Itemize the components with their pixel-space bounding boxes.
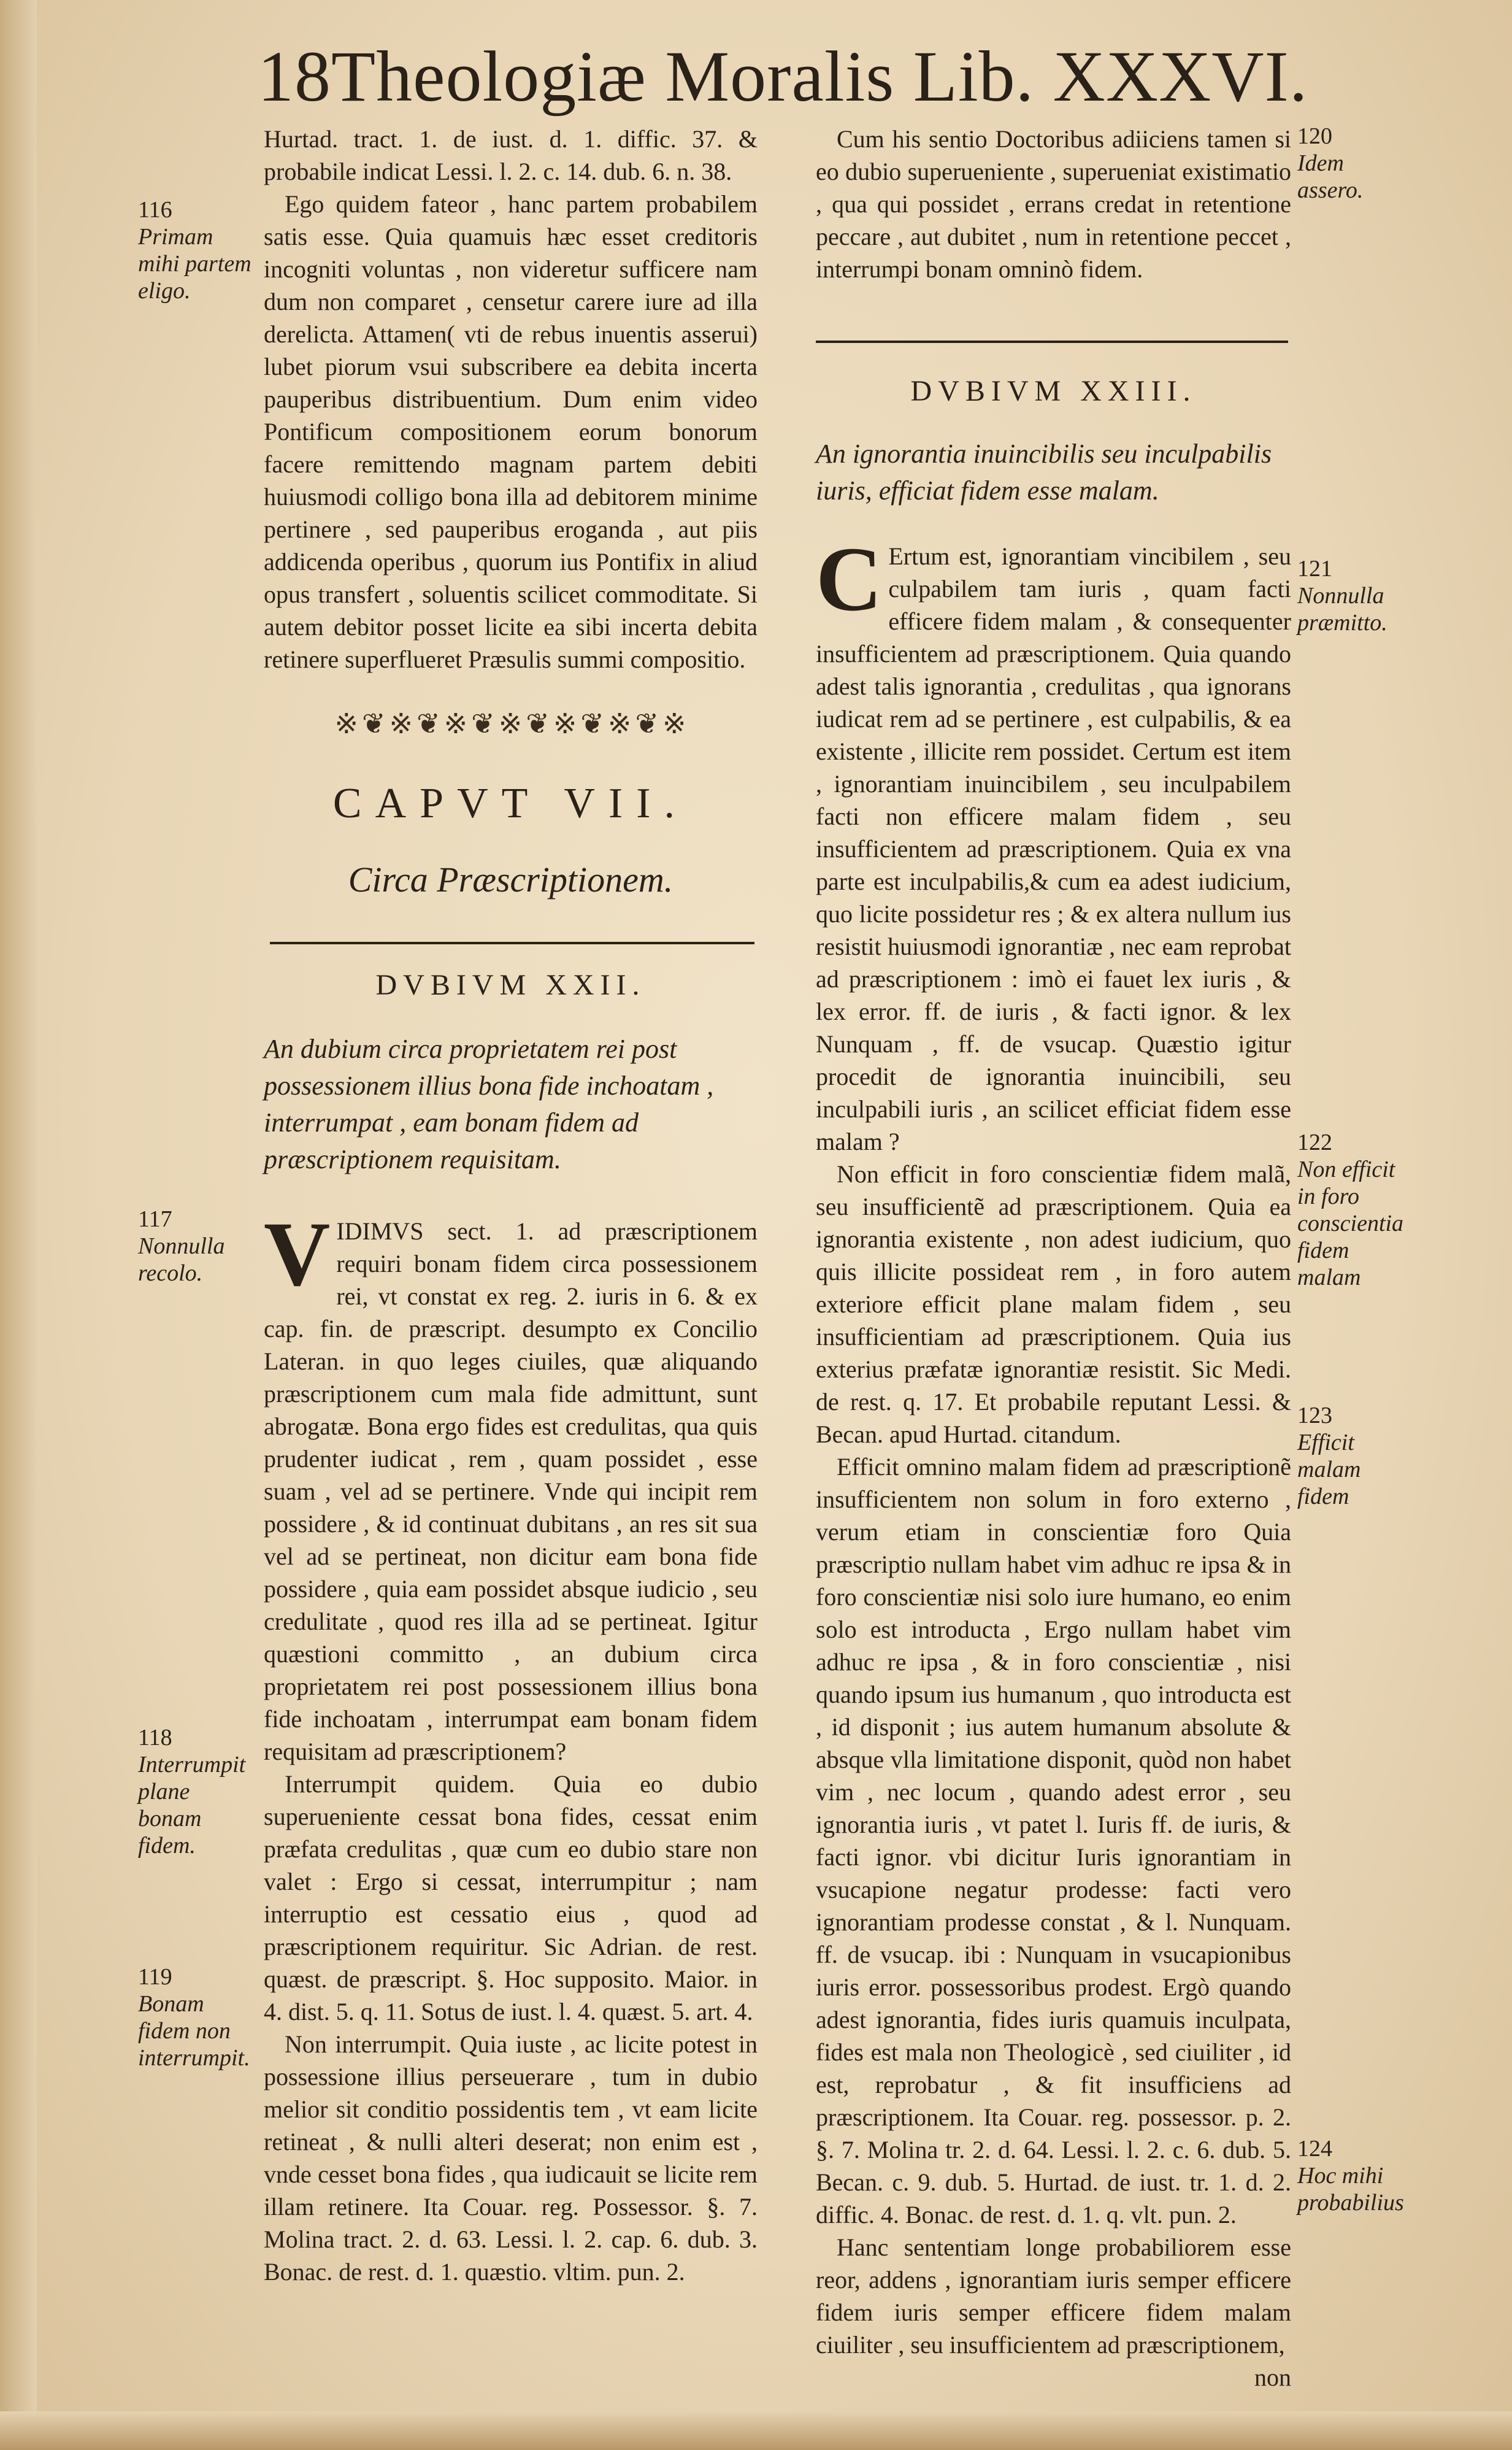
chapter-subtitle: Circa Præscriptionem. — [348, 860, 673, 899]
margin-note-text: Idem assero. — [1297, 150, 1364, 203]
paragraph: Interrumpit quidem. Quia eo dubio superueniente cessat bona fides, cessat enim præfata credulitas , quæ cum eo dubio stare non valet : Ergo si cessat, interrumpitur ; nam interruptio est cessatio eius , quod ad præscriptionem requiritur. Sic Adrian. de rest. quæst. de præscript. §. Hoc supposito. Maior. in 4. dist. 5. q. 11. Sotus de iust. l. 4. quæst. 5. art. 4. — [264, 1770, 758, 2025]
section-rule — [816, 341, 1288, 343]
paragraph: Ertum est, ignorantiam vincibilem , seu culpabilem tam iuris , quam facti efficere fidem malam , & consequenter insufficientem ad præscriptionem. Quia quando adest talis ignorantia , credulitas , qua ignorans iudicat rem ad se pertinere , est culpabilis, & ea existente , illicite rem possidet. Certum est item , ignorantiam inuincibilem , seu inculpabilem facti non efficere malam fidem , seu insufficientem ad præscriptionem. Quia ex vna parte est inculpabilis,& cum ea adest iudicium, quo licite possidetur res ; & ex altera nullum ius resistit huiusmodi ignorantiæ , nec eam reprobat ad præscriptionem : imò ei fauet lex iuris , & lex error. ff. de iuris , & facti ignor. & lex Nunquam , ff. de vsucap. Quæstio igitur procedit de ignorantia inuincibili, seu inculpabili iuris , an scilicet efficiat fidem esse malam ? — [816, 542, 1291, 1155]
margin-note-number: 119 — [138, 1964, 172, 1990]
paragraph: Cum his sentio Doctoribus adiiciens tamen si eo dubio superueniente , superueniat existimatio , qua qui possidet , errans credat in retentione peccare , aut dubitet , num in retentione peccet , interrumpi bonam omninò fidem. — [816, 125, 1291, 283]
left-column-top — [264, 123, 758, 676]
margin-note-text: Hoc mihi probabilius — [1297, 2163, 1404, 2216]
margin-note-number: 117 — [138, 1206, 172, 1232]
margin-note-number: 121 — [1297, 556, 1332, 582]
margin-note — [138, 1724, 255, 1859]
drop-cap-initial: V — [264, 1203, 331, 1305]
paragraph: Non interrumpit. Quia iuste , ac licite potest in possessione illius perseuerare , tum in dubio melior sit conditio possidentis tem , vt eam licite retineat , & nulli alteri deserat; non enim est , vnde cesset bona fides , qua iudicauit se licite rem illam retinere. Ita Couar. reg. Possessor. §. 7. Molina tract. 2. d. 63. Lessi. l. 2. cap. 6. dub. 3. Bonac. de rest. d. 1. quæstio. vltim. pun. 2. — [264, 2030, 758, 2286]
margin-note — [138, 196, 255, 304]
margin-note — [138, 1963, 255, 2071]
paragraph: Hanc sententiam longe probabiliorem esse reor, addens , ignorantiam iuris semper efficere fidem iuris semper efficere fidem malam ciuiliter , seu insufficientem ad præscriptionem, — [816, 2233, 1291, 2359]
running-header — [258, 31, 1331, 123]
paragraph: Efficit omnino malam fidem ad præscriptionẽ insufficientem non solum in foro externo , verum etiam in conscientiæ foro Quia præscriptio nullam habet vim adhuc re ipsa & in foro conscientiæ nisi solo iure humano, eo enim solo est introducta , Ergo nullam habet vim adhuc re ipsa , & in foro conscientiæ , nisi quando ipsum ius humanum , quo introducta est , id disponit ; ius autem humanum absolute & absque vlla limitatione disponit, quòd non habet vim , nec locum , quando adest error , seu ignorantia iuris , vt patet l. Iuris ff. de iuris, & facti ignor. vbi dicitur Iuris ignorantiam in vsucapione negatur prodesse: facti vero ignorantiam prodesse constat , & l. Nunquam. ff. de vsucap. ibi : Nunquam in vsucapionibus iuris error. possessoribus prodest. Ergò quando adest ignorantia, fides iuris quamuis inculpata, fides est mala non Theologicè , sed ciuiliter , id est, reprobatur , & fit insufficiens ad præscriptionem. Ita Couar. reg. possessor. p. 2. §. 7. Molina tr. 2. d. 64. Lessi. l. 2. c. 6. dub. 5. Becan. c. 9. dub. 5. Hurtad. de iust. tr. 1. d. 2. diffic. 4. Bonac. de rest. d. 1. q. vlt. pun. 2. — [816, 1453, 1291, 2228]
dubium-22-title: DVBIVM XXII. — [375, 969, 646, 1001]
margin-note-text: Nonnulla præmitto. — [1297, 583, 1387, 636]
dubium-23-body — [816, 528, 1291, 2394]
chapter-title: CAPVT VII. — [332, 780, 689, 827]
dubium-22-question: An dubium circa proprietatem rei post possessionem illius bona fide inchoatam , interrumpat , eam bonam fidem ad præscriptionem requisitam. — [264, 1034, 714, 1174]
right-column-top — [816, 123, 1291, 285]
margin-note — [138, 1206, 255, 1287]
paragraph: Ego quidem fateor , hanc partem probabilem satis esse. Quia quamuis hæc esset creditoris incogniti voluntas , non videretur sufficere nam dum non comparet , censetur carere iure ad illa derelicta. Attamen( vti de rebus inuentis asserui) lubet piorum vsui subscribere ea debita incerta pauperibus distribuentium. Dum enim video Pontificum compositionem eorum bonorum facere remittendo magnam partem debiti huiusmodi colligo bona illa ad debitorem minime pertinere , sed pauperibus eroganda , aut piis addicenda operibus , quorum ius Pontifix in aliud opus transfert , soluentis scilicet commoditate. Si autem debitor posset licite ea sibi incerta debita retinere superflueret Præsulis summi compositio. — [264, 190, 758, 673]
margin-note — [1297, 555, 1408, 636]
margin-note-text: Primam mihi partem eligo. — [138, 224, 251, 304]
margin-note — [1297, 123, 1408, 204]
paragraph: Hurtad. tract. 1. de iust. d. 1. diffic. 37. & probabile indicat Lessi. l. 2. c. 14. dub. 6. n. 38. — [264, 125, 758, 185]
margin-note-text: Interrumpit plane bonam fidem. — [138, 1752, 246, 1859]
catchword: non — [1254, 2363, 1291, 2391]
drop-cap-initial: C — [816, 528, 883, 630]
margin-note-number: 116 — [138, 197, 172, 223]
paragraph: Non efficit in foro conscientiæ fidem malã, seu insufficientẽ ad præscriptionem. Quia ea ignorantia existente , non adest iudicium, quo quis illicite possideat rem , in foro autem exteriore efficit plane malam fidem , seu insufficientiam ad præscriptionem. Quia ius exterius præfatæ ignorantiæ resistit. Sic Medi. de rest. q. 17. Et probabile reputant Lessi. & Becan. apud Hurtad. citandum. — [816, 1160, 1291, 1448]
margin-note-number: 120 — [1297, 123, 1332, 149]
paragraph: IDIMVS sect. 1. ad præscriptionem requiri bonam fidem circa possessionem rei, vt constat ex reg. 2. iuris in 6. & ex cap. fin. de præscript. desumpto ex Concilio Lateran. in quo leges ciuiles, quæ aliquando præscriptionem cum mala fide admittunt, sunt abrogatæ. Bona ergo fides est credulitas, qua quis prudenter iudicat , rem , quam possidet , esse suam , vel ad se pertinere. Vnde qui incipit rem possidere , & id continuat dubitans , an res sit sua vel ad se pertineat, non dicitur eam bona fide possidere , quia eam possidet absque iudicio , seu credulitate , quod res illa ad se pertineat. Igitur quæstioni committo , an dubium circa proprietatem rei post possessionem illius bona fide inchoatam , interrumpat eam bonam fidem requisitam ad præscriptionem? — [264, 1217, 758, 1765]
margin-note — [1297, 1129, 1408, 1291]
margin-note-number: 118 — [138, 1725, 172, 1751]
section-rule — [270, 942, 754, 944]
dubium-23-question: An ignorantia inuincibilis seu inculpabilis iuris, efficiat fidem esse malam. — [816, 439, 1272, 506]
margin-note-text: Nonnulla recolo. — [138, 1233, 225, 1286]
margin-note-text: Non efficit in foro conscientia fidem malam — [1297, 1157, 1404, 1290]
page-bottom-edge — [0, 2411, 1512, 2450]
margin-note-number: 122 — [1297, 1130, 1332, 1155]
running-title: Theologiæ Moralis Lib. XXXVI. — [331, 36, 1308, 117]
margin-note-text: Bonam fidem non interrumpit. — [138, 1991, 250, 2071]
margin-note-number: 124 — [1297, 2136, 1332, 2162]
page-number: 18 — [258, 36, 331, 117]
margin-note-number: 123 — [1297, 1403, 1332, 1428]
decorative-ornament-band: ※❦※❦※❦※❦※❦※❦※ — [334, 708, 690, 739]
page-gutter-edge — [0, 0, 37, 2450]
dubium-23-title: DVBIVM XXIII. — [910, 375, 1197, 407]
margin-note-text: Efficit malam fidem — [1297, 1430, 1361, 1509]
margin-note — [1297, 1402, 1408, 1510]
dubium-22-body — [264, 1203, 758, 2288]
margin-note — [1297, 2135, 1408, 2216]
